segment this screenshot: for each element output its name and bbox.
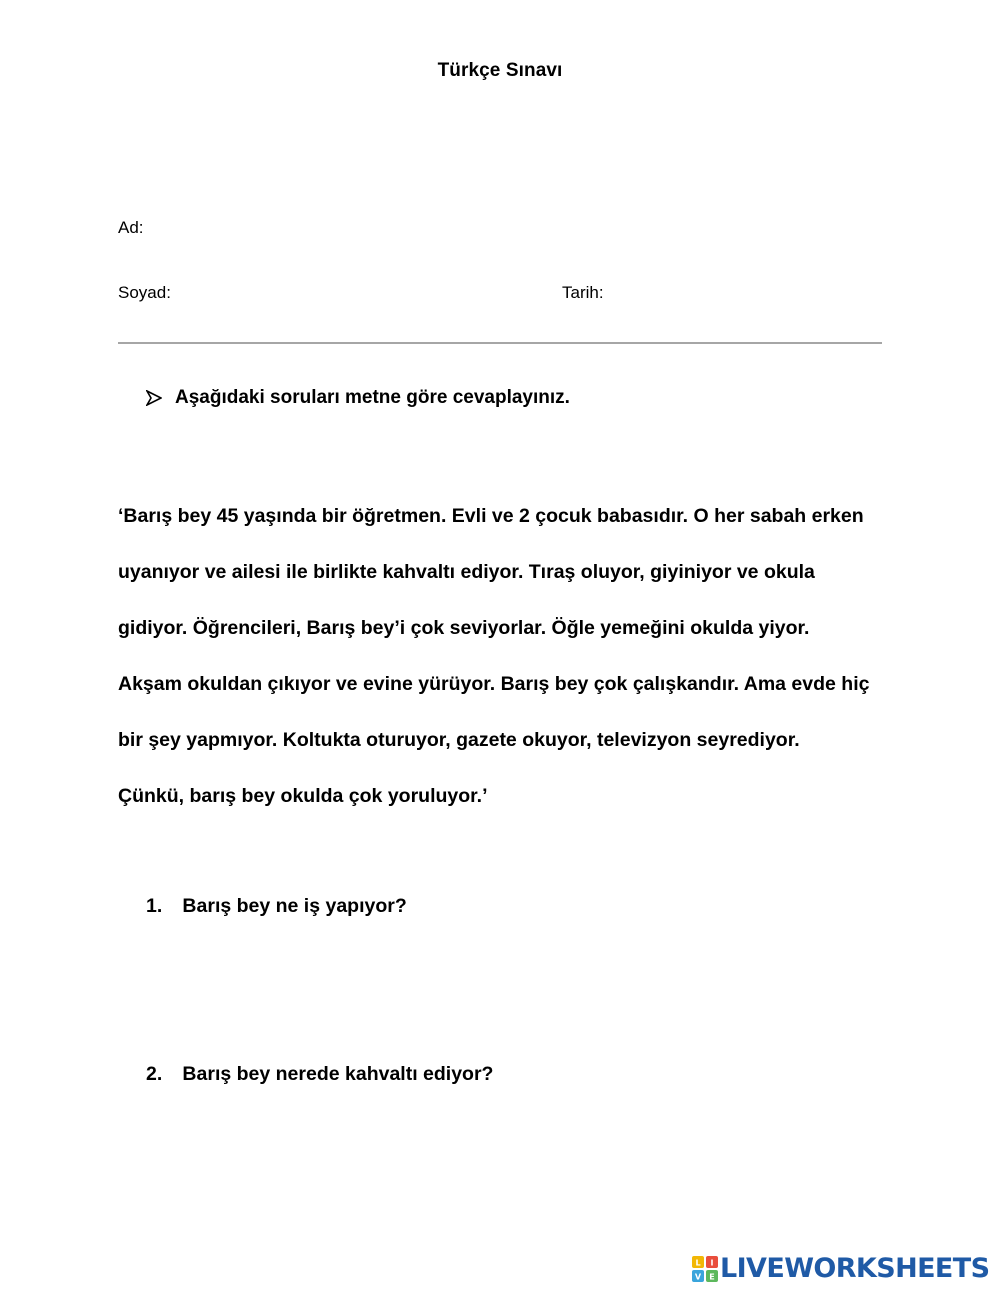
question-text: Barış bey nerede kahvaltı ediyor? — [182, 1063, 494, 1085]
header-divider — [118, 342, 882, 344]
logo-text: LIVEWORKSHEETS — [720, 1253, 990, 1284]
liveworksheets-blocks-icon — [692, 1256, 718, 1282]
question-text: Barış bey ne iş yapıyor? — [182, 895, 407, 917]
instruction — [146, 387, 570, 409]
svg-text:V: V — [694, 1272, 702, 1282]
question-number: 2. — [146, 1063, 163, 1085]
passage-line: gidiyor. Öğrencileri, Barış bey’i çok seviyorlar. Öğle yemeğini okulda yiyor. — [118, 617, 810, 639]
question-number: 1. — [146, 895, 163, 917]
passage-line: bir şey yapmıyor. Koltukta oturuyor, gazete okuyor, televizyon seyrediyor. — [118, 729, 800, 751]
passage-line: Akşam okuldan çıkıyor ve evine yürüyor. Barış bey çok çalışkandır. Ama evde hiç — [118, 673, 870, 695]
svg-text:L: L — [695, 1258, 701, 1268]
passage-line: uyanıyor ve ailesi ile birlikte kahvaltı ediyor. Tıraş oluyor, giyiniyor ve okula — [118, 561, 815, 583]
instruction-text: Aşağıdaki soruları metne göre cevaplayınız. — [175, 387, 570, 408]
liveworksheets-logo[interactable] — [692, 1252, 989, 1286]
svg-text:I: I — [710, 1258, 714, 1268]
name-field-label: Ad: — [118, 218, 144, 237]
question-2 — [146, 1063, 493, 1086]
reading-passage — [118, 499, 888, 835]
date-field-label: Tarih: — [562, 283, 604, 302]
passage-line: ‘Barış bey 45 yaşında bir öğretmen. Evli ve 2 çocuk babasıdır. O her sabah erken — [118, 505, 864, 527]
question-1 — [146, 895, 407, 918]
passage-line: Çünkü, barış bey okulda çok yoruluyor.’ — [118, 785, 488, 807]
surname-field-label: Soyad: — [118, 283, 171, 302]
page-title: Türkçe Sınavı — [437, 60, 563, 81]
arrowhead-bullet-icon — [146, 390, 162, 406]
svg-text:E: E — [709, 1272, 715, 1282]
